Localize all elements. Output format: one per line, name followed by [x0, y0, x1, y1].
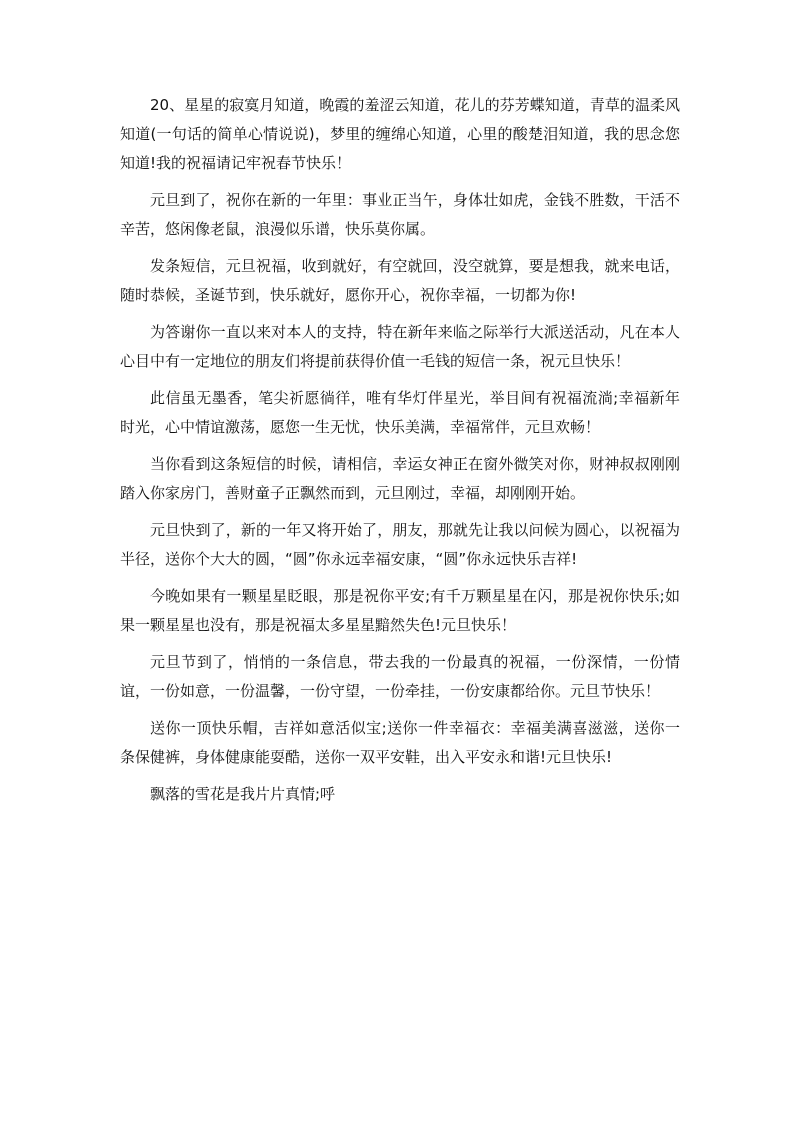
paragraph: 为答谢你一直以来对本人的支持，特在新年来临之际举行大派送活动，凡在本人心目中有一定地位的朋友们将提前获得价值一毛钱的短信一条，祝元旦快乐！: [120, 323, 680, 370]
paragraph: 元旦到了，祝你在新的一年里：事业正当午，身体壮如虎，金钱不胜数，干活不辛苦，悠闲像老鼠，浪漫似乐谱，快乐莫你属。: [120, 191, 680, 238]
paragraph: 飘落的雪花是我片片真情;呼: [150, 785, 336, 803]
paragraph: 发条短信，元旦祝福，收到就好，有空就回，没空就算，要是想我，就来电话，随时恭候，圣诞节到，快乐就好，愿你开心，祝你幸福，一切都为你!: [120, 257, 680, 304]
paragraph: 此信虽无墨香，笔尖祈愿徜徉，唯有华灯伴星光，举目间有祝福流淌;幸福新年时光，心中情谊激荡，愿您一生无忧，快乐美满，幸福常伴，元旦欢畅！: [120, 389, 680, 436]
paragraph: 今晚如果有一颗星星眨眼，那是祝你平安;有千万颗星星在闪，那是祝你快乐;如果一颗星星也没有，那是祝福太多星星黯然失色!元旦快乐！: [120, 587, 680, 634]
paragraph: 20、星星的寂寞月知道，晚霞的羞涩云知道，花儿的芬芳蝶知道，青草的温柔风知道(一句话的简单心情说说)，梦里的缠绵心知道，心里的酸楚泪知道，我的思念您知道!我的祝福请记牢祝春节快乐！: [120, 96, 680, 172]
paragraph: 送你一顶快乐帽，吉祥如意活似宝;送你一件幸福衣：幸福美满喜滋滋，送你一条保健裤，身体健康能耍酷，送你一双平安鞋，出入平安永和谐!元旦快乐!: [120, 719, 680, 766]
paragraph: 元旦节到了，悄悄的一条信息，带去我的一份最真的祝福，一份深情，一份情谊，一份如意，一份温馨，一份守望，一份牵挂，一份安康都给你。元旦节快乐！: [120, 653, 680, 700]
paragraph: 元旦快到了，新的一年又将开始了，朋友，那就先让我以问候为圆心，以祝福为半径，送你个大大的圆，“圆”你永远幸福安康，“圆”你永远快乐吉祥!: [120, 521, 680, 568]
paragraph: 当你看到这条短信的时候，请相信，幸运女神正在窗外微笑对你，财神叔叔刚刚踏入你家房门，善财童子正飘然而到，元旦刚过，幸福，却刚刚开始。: [120, 455, 680, 502]
document-body: [120, 91, 680, 817]
